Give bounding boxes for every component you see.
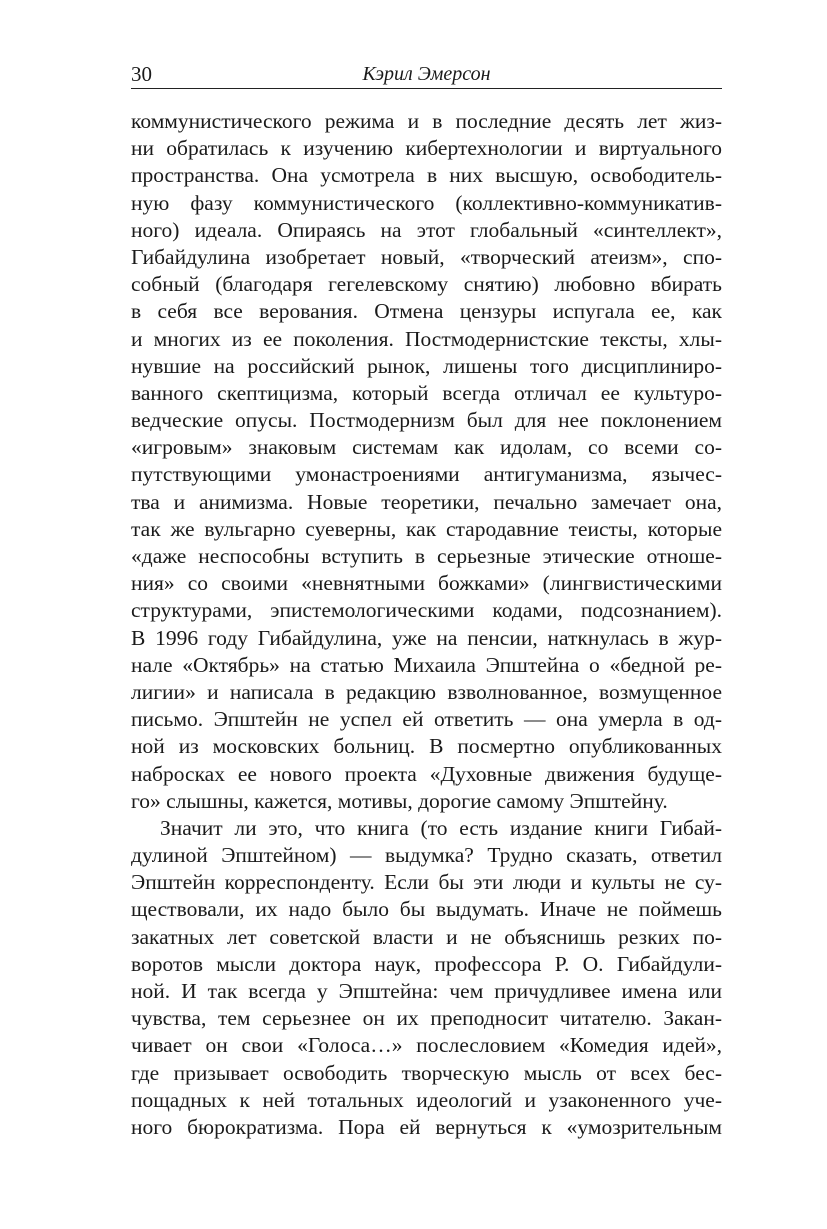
paragraph — [131, 108, 722, 815]
text-line: где призывает освободить творческую мысль от всех бес- — [131, 1060, 722, 1085]
text-line: го» слышны, кажется, мотивы, дорогие самому Эпштейну. — [131, 788, 668, 813]
text-line: и многих из ее поколения. Постмодернистские тексты, хлы- — [131, 326, 722, 351]
text-line: лигии» и написала в редакцию взволнованное, возмущенное — [131, 679, 722, 704]
text-line: ведческие опусы. Постмодернизм был для нее поклонением — [131, 408, 722, 433]
text-line: пощадных к ней тотальных идеологий и узаконенного уче- — [131, 1087, 722, 1112]
text-line: собный (благодаря гегелевскому снятию) любовно вбирать — [131, 272, 722, 297]
text-line: структурами, эпистемологическими кодами, подсознанием). — [131, 598, 722, 623]
text-line: письмо. Эпштейн не успел ей ответить — она умерла в од- — [131, 707, 722, 732]
text-line: коммунистического режима и в последние десять лет жиз- — [131, 109, 722, 133]
page-number: 30 — [131, 62, 152, 86]
body-text — [131, 108, 722, 1141]
text-line: в себя все верования. Отмена цензуры испугала ее, как — [131, 299, 722, 324]
text-line: чивает он свои «Голоса…» послесловием «Комедия идей», — [131, 1033, 722, 1058]
text-line: ного бюрократизма. Пора ей вернуться к «умозрительным — [131, 1114, 722, 1139]
text-line: ществовали, их надо было бы выдумать. Иначе не поймешь — [131, 897, 722, 922]
text-line: «игровым» знаковым системам как идолам, со всеми со- — [131, 435, 722, 460]
text-line: путствующими умонастроениями антигуманизма, язычес- — [131, 462, 722, 487]
text-line: дулиной Эпштейном) — выдумка? Трудно сказать, ответил — [131, 843, 722, 868]
text-line: Гибайдулина изобретает новый, «творческий атеизм», спо- — [131, 244, 722, 269]
text-line: Значит ли это, что книга (то есть издание книги Гибай- — [160, 815, 722, 840]
text-line: «даже неспособны вступить в серьезные этические отноше- — [131, 544, 722, 568]
text-line: нале «Октябрь» на статью Михаила Эпштейна о «бедной ре- — [131, 652, 722, 677]
text-line: ной. И так всегда у Эпштейна: чем причудливее имена или — [131, 979, 722, 1003]
text-line: В 1996 году Гибайдулина, уже на пенсии, наткнулась в жур- — [131, 625, 722, 650]
running-title: Кэрил Эмерсон — [362, 63, 491, 85]
text-line: так же вульгарно суеверны, как стародавние теисты, которые — [131, 516, 722, 541]
text-line: пространства. Она усмотрела в них высшую, освободитель- — [131, 163, 722, 188]
text-line: ванного скептицизма, который всегда отличал ее культуро- — [131, 380, 722, 405]
text-line: Эпштейн корреспонденту. Если бы эти люди и культы не су- — [131, 870, 722, 895]
text-line: ни обратилась к изучению кибертехнологии и виртуального — [131, 136, 722, 161]
text-line: нувшие на российский рынок, лишены того дисциплиниро- — [131, 353, 722, 378]
text-line: ния» со своими «невнятными божками» (лингвистическими — [131, 571, 722, 596]
paragraph — [131, 815, 722, 1141]
text-line: ного) идеала. Опираясь на этот глобальный «синтеллект», — [131, 217, 722, 242]
text-line: чувства, тем серьезнее он их преподносит читателю. Закан- — [131, 1006, 722, 1031]
text-line: ной из московских больниц. В посмертно опубликованных — [131, 734, 722, 759]
text-line: закатных лет советской власти и не объяснишь резких по- — [131, 924, 722, 949]
text-line: ную фазу коммунистического (коллективно-коммуникатив- — [131, 190, 722, 215]
text-line: набросках ее нового проекта «Духовные движения будуще- — [131, 761, 722, 786]
text-line: воротов мысли доктора наук, профессора Р. О. Гибайдули- — [131, 951, 722, 976]
text-line: тва и анимизма. Новые теоретики, печально замечает она, — [131, 489, 722, 514]
running-head — [131, 60, 722, 89]
